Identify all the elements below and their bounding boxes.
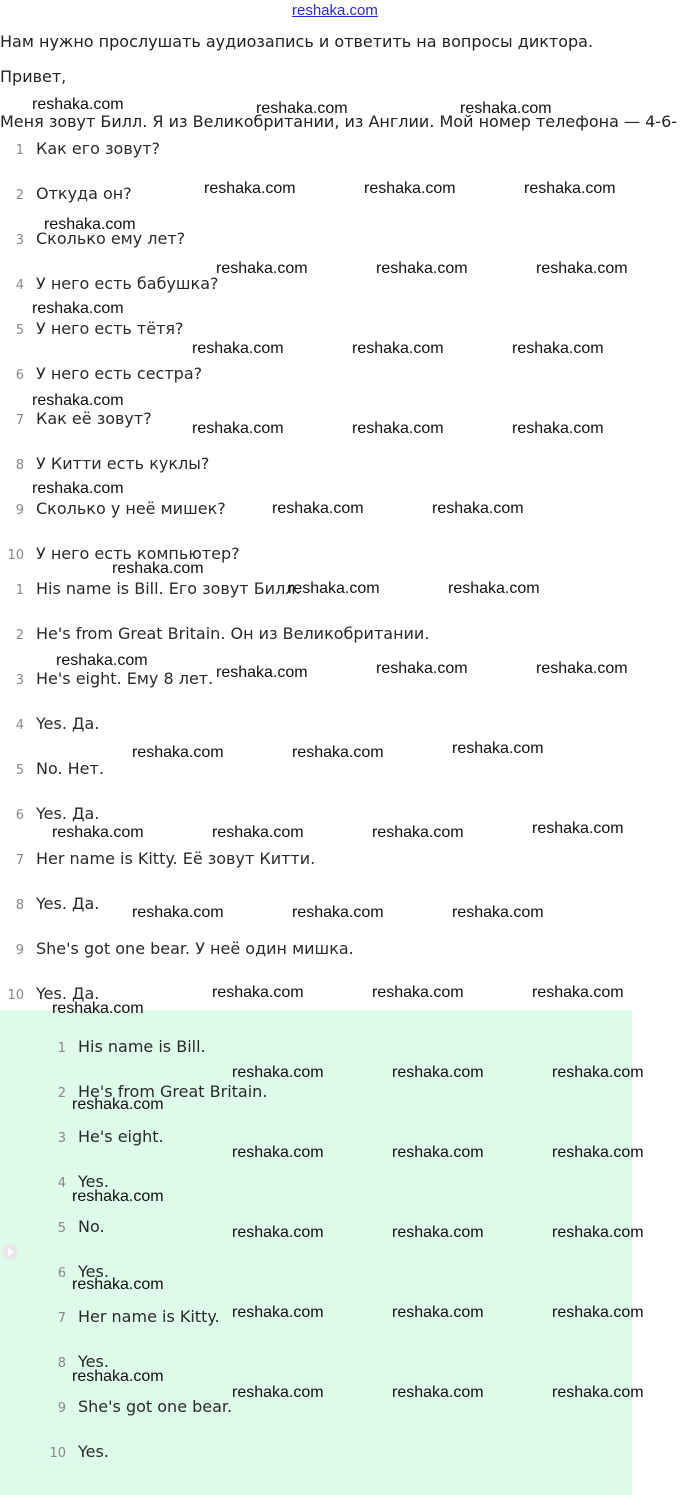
watermark: reshaka.com bbox=[392, 1304, 484, 1321]
watermark: reshaka.com bbox=[288, 580, 380, 597]
watermark: reshaka.com bbox=[536, 660, 628, 677]
list-item bbox=[42, 1442, 109, 1461]
item-number: 4 bbox=[15, 278, 24, 293]
item-text: Yes. Да. bbox=[36, 804, 100, 823]
watermark: reshaka.com bbox=[232, 1304, 324, 1321]
item-number: 5 bbox=[15, 763, 24, 778]
list-item bbox=[42, 1037, 206, 1056]
item-number: 8 bbox=[15, 458, 24, 473]
list-item bbox=[0, 579, 301, 598]
list-item bbox=[0, 714, 99, 733]
watermark: reshaka.com bbox=[56, 652, 148, 669]
list-item bbox=[0, 624, 429, 643]
watermark: reshaka.com bbox=[204, 180, 296, 197]
item-text: His name is Bill. bbox=[78, 1037, 206, 1056]
watermark: reshaka.com bbox=[216, 664, 308, 681]
item-text: Откуда он? bbox=[36, 184, 132, 203]
item-text: No. bbox=[78, 1217, 105, 1236]
item-number: 1 bbox=[57, 1041, 66, 1056]
watermark: reshaka.com bbox=[192, 340, 284, 357]
watermark: reshaka.com bbox=[32, 96, 124, 113]
watermark: reshaka.com bbox=[132, 904, 224, 921]
item-number: 3 bbox=[15, 673, 24, 688]
item-number: 1 bbox=[15, 583, 24, 598]
item-number: 8 bbox=[57, 1356, 66, 1371]
list-item bbox=[0, 454, 209, 473]
item-text: Yes. bbox=[78, 1442, 109, 1461]
item-number: 1 bbox=[15, 143, 24, 158]
item-number: 2 bbox=[15, 628, 24, 643]
list-item bbox=[0, 939, 354, 958]
watermark: reshaka.com bbox=[32, 392, 124, 409]
item-number: 3 bbox=[15, 233, 24, 248]
watermark: reshaka.com bbox=[352, 340, 444, 357]
watermark: reshaka.com bbox=[232, 1064, 324, 1081]
watermark: reshaka.com bbox=[72, 1096, 164, 1113]
item-number: 8 bbox=[15, 898, 24, 913]
watermark: reshaka.com bbox=[376, 660, 468, 677]
watermark: reshaka.com bbox=[552, 1224, 644, 1241]
list-item bbox=[0, 364, 202, 383]
list-item bbox=[0, 139, 160, 158]
item-number: 7 bbox=[15, 413, 24, 428]
item-text: Сколько ему лет? bbox=[36, 229, 186, 248]
item-text: She's got one bear. У неё один мишка. bbox=[36, 939, 354, 958]
item-text: Yes. Да. bbox=[36, 894, 100, 913]
watermark: reshaka.com bbox=[392, 1224, 484, 1241]
item-text: He's from Great Britain. bbox=[78, 1082, 268, 1101]
watermark: reshaka.com bbox=[232, 1144, 324, 1161]
item-text: Yes. bbox=[78, 1352, 109, 1371]
watermark: reshaka.com bbox=[32, 480, 124, 497]
play-icon[interactable] bbox=[2, 1244, 18, 1260]
watermark: reshaka.com bbox=[552, 1304, 644, 1321]
watermark: reshaka.com bbox=[216, 260, 308, 277]
letter-line: Меня зовут Билл. Я из Великобритании, из Англии. Мой номер телефона — 4-6- bbox=[0, 112, 678, 131]
watermark: reshaka.com bbox=[376, 260, 468, 277]
watermark: reshaka.com bbox=[460, 100, 552, 117]
watermark: reshaka.com bbox=[432, 500, 524, 517]
item-text: У него есть компьютер? bbox=[36, 544, 240, 563]
watermark: reshaka.com bbox=[292, 904, 384, 921]
watermark: reshaka.com bbox=[72, 1368, 164, 1385]
watermark: reshaka.com bbox=[232, 1224, 324, 1241]
watermark: reshaka.com bbox=[272, 500, 364, 517]
list-item bbox=[0, 319, 184, 338]
item-number: 2 bbox=[57, 1086, 66, 1101]
intro-text: Нам нужно прослушать аудиозапись и ответить на вопросы диктора. bbox=[0, 32, 594, 51]
item-text: She's got one bear. bbox=[78, 1397, 233, 1416]
item-text: Yes. Да. bbox=[36, 984, 100, 1003]
watermark: reshaka.com bbox=[552, 1064, 644, 1081]
list-item bbox=[0, 409, 152, 428]
watermark: reshaka.com bbox=[552, 1384, 644, 1401]
watermark: reshaka.com bbox=[212, 824, 304, 841]
watermark: reshaka.com bbox=[52, 824, 144, 841]
item-number: 9 bbox=[57, 1401, 66, 1416]
watermark: reshaka.com bbox=[32, 300, 124, 317]
watermark: reshaka.com bbox=[392, 1064, 484, 1081]
item-text: Yes. bbox=[78, 1172, 109, 1191]
item-text: He's from Great Britain. Он из Великобритании. bbox=[36, 624, 430, 643]
item-text: У него есть тётя? bbox=[36, 319, 184, 338]
item-text: His name is Bill. Его зовут Билл. bbox=[36, 579, 301, 598]
item-text: Как её зовут? bbox=[36, 409, 152, 428]
item-text: No. Нет. bbox=[36, 759, 104, 778]
watermark: reshaka.com bbox=[52, 1000, 144, 1017]
item-text: У него есть сестра? bbox=[36, 364, 203, 383]
greeting-text: Привет, bbox=[0, 67, 67, 86]
watermark: reshaka.com bbox=[452, 740, 544, 757]
item-number: 10 bbox=[7, 548, 24, 563]
item-text: He's eight. Ему 8 лет. bbox=[36, 669, 214, 688]
list-item bbox=[0, 184, 132, 203]
item-number: 10 bbox=[49, 1446, 66, 1461]
list-item bbox=[0, 499, 226, 518]
watermark: reshaka.com bbox=[512, 420, 604, 437]
watermark: reshaka.com bbox=[112, 560, 204, 577]
item-number: 4 bbox=[57, 1176, 66, 1191]
list-item bbox=[42, 1127, 164, 1146]
watermark: reshaka.com bbox=[192, 420, 284, 437]
watermark: reshaka.com bbox=[212, 984, 304, 1001]
watermark: reshaka.com bbox=[132, 744, 224, 761]
watermark: reshaka.com bbox=[372, 984, 464, 1001]
item-number: 7 bbox=[15, 853, 24, 868]
item-text: Yes. Да. bbox=[36, 714, 100, 733]
watermark: reshaka.com bbox=[72, 1276, 164, 1293]
item-number: 6 bbox=[15, 368, 24, 383]
item-text: Сколько у неё мишек? bbox=[36, 499, 226, 518]
item-number: 4 bbox=[15, 718, 24, 733]
item-number: 3 bbox=[57, 1131, 66, 1146]
item-number: 9 bbox=[15, 503, 24, 518]
site-link[interactable]: reshaka.com bbox=[292, 2, 378, 19]
item-number: 5 bbox=[15, 323, 24, 338]
list-item bbox=[0, 804, 99, 823]
watermark: reshaka.com bbox=[352, 420, 444, 437]
watermark: reshaka.com bbox=[392, 1384, 484, 1401]
list-item bbox=[0, 849, 315, 868]
watermark: reshaka.com bbox=[524, 180, 616, 197]
watermark: reshaka.com bbox=[372, 824, 464, 841]
list-item bbox=[42, 1397, 232, 1416]
watermark: reshaka.com bbox=[392, 1144, 484, 1161]
watermark: reshaka.com bbox=[72, 1188, 164, 1205]
watermark: reshaka.com bbox=[532, 820, 624, 837]
item-number: 7 bbox=[57, 1311, 66, 1326]
watermark: reshaka.com bbox=[552, 1144, 644, 1161]
item-text: He's eight. bbox=[78, 1127, 164, 1146]
list-item bbox=[0, 894, 99, 913]
watermark: reshaka.com bbox=[536, 260, 628, 277]
item-text: Yes. bbox=[78, 1262, 109, 1281]
list-item bbox=[42, 1307, 220, 1326]
list-item bbox=[0, 759, 104, 778]
item-number: 10 bbox=[7, 988, 24, 1003]
item-number: 2 bbox=[15, 188, 24, 203]
item-number: 5 bbox=[57, 1221, 66, 1236]
watermark: reshaka.com bbox=[292, 744, 384, 761]
item-number: 6 bbox=[15, 808, 24, 823]
watermark: reshaka.com bbox=[532, 984, 624, 1001]
item-text: У Китти есть куклы? bbox=[36, 454, 210, 473]
watermark: reshaka.com bbox=[452, 904, 544, 921]
watermark: reshaka.com bbox=[232, 1384, 324, 1401]
item-text: Her name is Kitty. bbox=[78, 1307, 220, 1326]
watermark: reshaka.com bbox=[364, 180, 456, 197]
item-text: Her name is Kitty. Её зовут Китти. bbox=[36, 849, 316, 868]
item-text: У него есть бабушка? bbox=[36, 274, 219, 293]
watermark: reshaka.com bbox=[44, 216, 136, 233]
watermark: reshaka.com bbox=[512, 340, 604, 357]
watermark: reshaka.com bbox=[256, 100, 348, 117]
list-item bbox=[0, 669, 213, 688]
item-text: Как его зовут? bbox=[36, 139, 161, 158]
item-number: 9 bbox=[15, 943, 24, 958]
watermark: reshaka.com bbox=[448, 580, 540, 597]
list-item bbox=[42, 1217, 105, 1236]
list-item bbox=[0, 274, 219, 293]
item-number: 6 bbox=[57, 1266, 66, 1281]
